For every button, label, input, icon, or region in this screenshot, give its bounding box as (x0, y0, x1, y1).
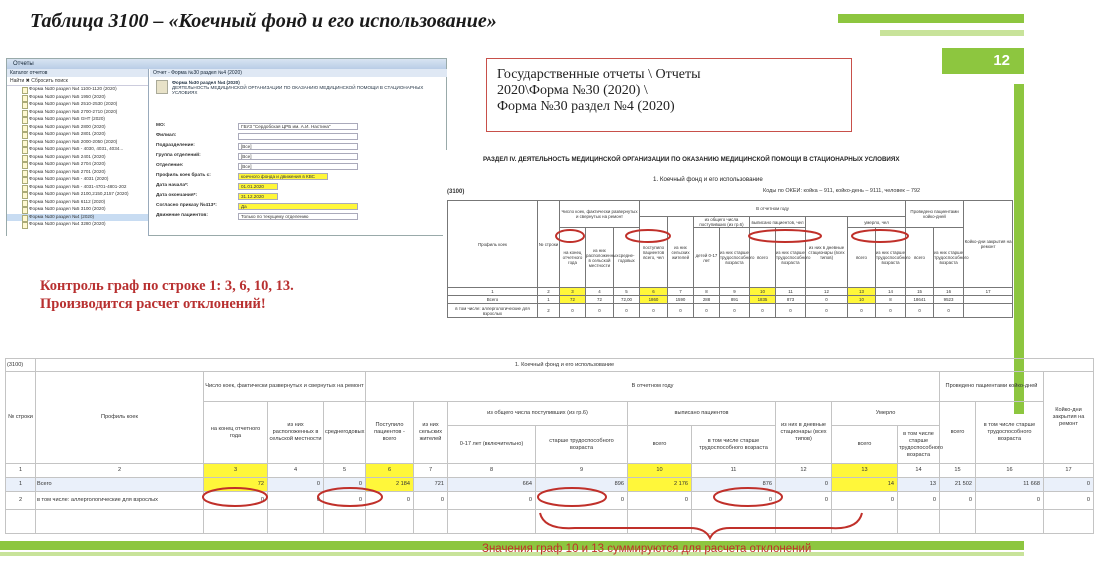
grid-table (5, 358, 1094, 534)
tree-item[interactable]: Форма №30 раздел №4 1100-1120 (2020) (7, 86, 148, 94)
grid-column-numbers (6, 464, 1094, 478)
printed-column-number: 11 (776, 288, 806, 296)
printed-h-day-hosp: из них в дневные стационары (всех типов) (806, 217, 848, 288)
printed-h-avg: средне-годовых (614, 228, 640, 288)
form-field-label: Профиль коек брать с: (156, 173, 211, 178)
grid-h-rural: из них расположенных в сельской местности (268, 402, 324, 464)
printed-sub-cell: 0 (876, 304, 906, 318)
grid-column-number: 10 (628, 464, 692, 478)
grid-column-number: 13 (832, 464, 898, 478)
printed-h-end: на конец отчетного года (560, 228, 586, 288)
grid-h-days-total: всего (940, 402, 976, 464)
grid-h-disch-older: в том числе старше трудоспособного возраста (692, 426, 776, 464)
form-field-input[interactable]: Да (238, 203, 358, 210)
grid-total-cell: 2 176 (628, 478, 692, 492)
printed-column-number: 5 (614, 288, 640, 296)
printed-total-cell: Всего (448, 296, 538, 304)
printed-sub-cell: 0 (934, 304, 964, 318)
printed-column-number: 4 (586, 288, 614, 296)
grid-h-days-older: в том числе старше трудоспособного возраста (976, 402, 1044, 464)
tree-search-tools[interactable]: Найти ✖ Сбросить поиск (7, 77, 148, 86)
grid-h-rowno: № строки (6, 372, 36, 464)
grid-h-children: 0-17 лет (включительно) (448, 426, 536, 464)
form-field-label: Согласно приказу №413*: (156, 203, 217, 208)
grid-column-number: 7 (414, 464, 448, 478)
tree-item-list (7, 86, 148, 229)
grid-h-disch-total: всего (628, 426, 692, 464)
printed-column-number: 15 (906, 288, 934, 296)
printed-h-admitted: поступило пациентов всего, чел (640, 217, 668, 288)
grid-sub-cell: 0 (448, 492, 536, 510)
tree-item[interactable]: Форма №30 раздел №5 - 4031 (2020) (7, 176, 148, 184)
printed-h-closed: Койко-дни закрытия на ремонт (964, 201, 1013, 288)
printed-total-cell: 0 (806, 296, 848, 304)
grid-h-closed: Койко-дни закрытия на ремонт (1044, 372, 1094, 464)
grid-total-cell: 21 502 (940, 478, 976, 492)
printed-h-rural-res: из них сельских жителей (668, 217, 694, 288)
printed-total-cell: 10 (848, 296, 876, 304)
grid-total-cell: 721 (414, 478, 448, 492)
printed-total-cell: 72,00 (614, 296, 640, 304)
grid-h-discharged: выписано пациентов (628, 402, 776, 426)
report-data-grid (5, 358, 1091, 534)
printed-subtitle: 1. Коечный фонд и его использование (653, 176, 763, 183)
printed-sub-cell: 0 (668, 304, 694, 318)
printed-sub-cell: 0 (640, 304, 668, 318)
control-line1: Контроль граф по строке 1: 3, 6, 10, 13. (40, 278, 294, 294)
grid-sub-cell: 0 (940, 492, 976, 510)
printed-column-number: 9 (720, 288, 750, 296)
printed-h-beds: Число коек, фактически развернутых и свернутых на ремонт (560, 201, 640, 228)
printed-table (447, 200, 1013, 318)
tree-item[interactable]: Форма №30 раздел №5 2704 (2020) (7, 161, 148, 169)
printed-h-disch-total: всего (750, 228, 776, 288)
printed-h-period: В отчетном году (640, 201, 906, 217)
grid-column-number: 1 (6, 464, 36, 478)
printed-column-number: 16 (934, 288, 964, 296)
tree-header: Каталог отчетов (7, 69, 148, 77)
printed-form-preview (443, 150, 1014, 346)
tree-item[interactable]: Форма №30 раздел №4 3280 (2020) (7, 221, 148, 229)
printed-total-cell: 1590 (668, 296, 694, 304)
grid-h-beds: Число коек, фактически развернутых и свернутых на ремонт (204, 372, 366, 402)
printed-okei-codes: Коды по ОКЕИ: койка – 911, койко-день – 9111, человек – 792 (763, 188, 921, 194)
printed-column-numbers (448, 288, 1013, 296)
printed-total-cell: 891 (720, 296, 750, 304)
form-field-input[interactable]: ГБУЗ "Сердобская ЦРБ им. А.И. Настина" (238, 123, 358, 130)
printed-column-number: 8 (694, 288, 720, 296)
grid-h-rural-res: из них сельских жителей (414, 402, 448, 464)
grid-total-cell: 896 (536, 478, 628, 492)
form-field-label: Подразделение: (156, 143, 195, 148)
printed-h-older3: из них старше трудоспособного возраста (876, 228, 906, 288)
grid-sub-cell: 0 (414, 492, 448, 510)
tree-item[interactable]: Форма №30 раздел №5 2000-2050 (2020) (7, 139, 148, 147)
grid-h-profile: Профиль коек (36, 372, 204, 464)
printed-sub-cell: 0 (776, 304, 806, 318)
form-description: ДЕЯТЕЛЬНОСТЬ МЕДИЦИНСКОЙ ОРГАНИЗАЦИИ ПО ОКАЗАНИЮ МЕДИЦИНСКОЙ ПОМОЩИ В СТАЦИОНАРНЫХ УСЛОВИЯХ (172, 85, 424, 95)
tree-item[interactable]: Форма №30 раздел №5 2800 (2020) (7, 124, 148, 132)
control-line2: Производится расчет отклонений! (40, 296, 266, 312)
grid-column-number: 17 (1044, 464, 1094, 478)
grid-h-adm-older: старше трудоспособного возраста (536, 426, 628, 464)
printed-total-cell: 18641 (906, 296, 934, 304)
grid-total-cell: Всего (36, 478, 204, 492)
printed-total-cell: 1 (538, 296, 560, 304)
form-field-label: Дата окончания*: (156, 193, 198, 198)
grid-h-days: Проведено пациентами койко-дней (940, 372, 1044, 402)
printed-sub-cell: 0 (750, 304, 776, 318)
printed-table-code: (3100) (447, 189, 465, 195)
grid-total-cell: 664 (448, 478, 536, 492)
grid-column-number: 3 (204, 464, 268, 478)
printed-h-days-total: всего (906, 228, 934, 288)
grid-total-cell: 1 (6, 478, 36, 492)
top-accent-bar-light (880, 30, 1024, 36)
grid-total-cell: 0 (776, 478, 832, 492)
grid-column-number: 2 (36, 464, 204, 478)
grid-total-cell: 13 (898, 478, 940, 492)
control-instructions (40, 277, 294, 313)
grid-column-number: 9 (536, 464, 628, 478)
grid-sub-cell: 0 (898, 492, 940, 510)
printed-h-older2: из них старше трудоспособного возраста (776, 228, 806, 288)
tree-item[interactable]: Форма №30 раздел №5 2801 (2020) (7, 131, 148, 139)
form-field-input[interactable]: Только по текущему отделению (238, 213, 358, 220)
printed-column-number: 17 (964, 288, 1013, 296)
slide-title: Таблица 3100 – «Коечный фонд и его использование» (30, 10, 497, 32)
printed-h-discharged: выписано пациентов, чел (750, 217, 806, 228)
tree-item[interactable]: Форма №30 раздел №5 2510-2530 (2020) (7, 101, 148, 109)
form-field-label: Филиал: (156, 133, 177, 138)
printed-sub-cell: 0 (848, 304, 876, 318)
grid-column-number: 6 (366, 464, 414, 478)
form-field-input[interactable]: 31.12.2020 (238, 193, 278, 200)
grid-total-cell: 876 (692, 478, 776, 492)
printed-h-days-older: из них старше трудоспособного возраста (934, 228, 964, 288)
form-name: Форма №30 раздел №4 (2020) (172, 80, 240, 85)
form-field-label: Отделение: (156, 163, 184, 168)
printed-h-rowno: № строки (538, 201, 560, 288)
printed-total-cell: 72 (586, 296, 614, 304)
grid-sub-cell: в том числе: аллергологические для взрослых (36, 492, 204, 510)
printed-sub-cell: 0 (906, 304, 934, 318)
grid-h-of-admitted: из общего числа поступивших (из гр.6) (448, 402, 628, 426)
grid-sub-cell: 0 (1044, 492, 1094, 510)
printed-column-number: 2 (538, 288, 560, 296)
grid-total-cell: 0 (324, 478, 366, 492)
printed-sub-cell: 0 (720, 304, 750, 318)
tree-item[interactable]: Форма №30 раздел №5 - 4031-4701-4801-202 (7, 184, 148, 192)
grid-h-died-total: всего (832, 426, 898, 464)
grid-sub-cell: 0 (692, 492, 776, 510)
grid-column-number: 5 (324, 464, 366, 478)
printed-total-cell: 1860 (640, 296, 668, 304)
printed-total-cell: 8 (876, 296, 906, 304)
printed-h-children: детей 0-17 лет (694, 228, 720, 288)
tree-item[interactable]: Форма №30 раздел №5 - 4030, 4031, 4034... (7, 146, 148, 154)
form-field-input[interactable]: коечного фонда и движения в КВС (238, 173, 328, 180)
grid-total-cell: 72 (204, 478, 268, 492)
tree-item[interactable]: Форма №30 раздел №5 2700-2710 (2020) (7, 109, 148, 117)
form-field-input[interactable]: [Все] (238, 143, 358, 150)
printed-column-number: 6 (640, 288, 668, 296)
printed-sub-cell: 0 (560, 304, 586, 318)
tree-item[interactable]: Форма №30 раздел №5 2100,2150,2157 (2020) (7, 191, 148, 199)
printed-h-older1: из них старше трудоспособного возраста (720, 228, 750, 288)
printed-sub-cell (964, 304, 1013, 318)
printed-h-profile: Профиль коек (448, 201, 538, 288)
report-catalog-tree (7, 69, 149, 236)
form-field-input[interactable]: [Все] (238, 153, 358, 160)
grid-sub-cell: 0 (976, 492, 1044, 510)
printed-column-number: 14 (876, 288, 906, 296)
grid-row-total[interactable] (6, 478, 1094, 492)
grid-h-period: В отчетном году (366, 372, 940, 402)
printed-column-number: 1 (448, 288, 538, 296)
tree-item[interactable]: Форма №30 раздел №5 2701 (2020) (7, 169, 148, 177)
grid-column-number: 14 (898, 464, 940, 478)
grid-sub-cell: 0 (268, 492, 324, 510)
tree-item[interactable]: Форма №30 раздел №5 6112 (2020) (7, 199, 148, 207)
grid-sub-cell: 0 (776, 492, 832, 510)
printed-sub-cell: в том числе: аллергологические для взрослых (448, 304, 538, 318)
reports-app-window (6, 58, 447, 236)
report-form-pane (150, 69, 447, 236)
printed-sub-cell: 2 (538, 304, 560, 318)
printed-column-number: 7 (668, 288, 694, 296)
printed-total-cell: 288 (694, 296, 720, 304)
printed-column-number: 12 (806, 288, 848, 296)
printed-h-days: Проведено пациентами койко-дней (906, 201, 964, 228)
printed-sub-cell: 0 (586, 304, 614, 318)
grid-column-number: 4 (268, 464, 324, 478)
grid-h-admitted: Поступило пациентов - всего (366, 402, 414, 464)
printed-total-cell: 72 (560, 296, 586, 304)
grid-h-day-hosp: из них в дневные стационары (всех типов) (776, 402, 832, 464)
footnote: Значения граф 10 и 13 суммируются для расчета отклонений (482, 543, 812, 555)
grid-column-number: 15 (940, 464, 976, 478)
printed-total-cell: 1835 (750, 296, 776, 304)
printed-h-of-admitted: из общего числа поступивших (из гр.6) (694, 217, 750, 228)
form-field-label: Дата начала*: (156, 183, 189, 188)
grid-sub-cell: 2 (6, 492, 36, 510)
form-pane-header: Отчет - Форма №30 раздел №4 (2020) (150, 69, 447, 77)
grid-column-number: 12 (776, 464, 832, 478)
form-field-label: Группа отделений: (156, 153, 201, 158)
report-path-line3: Форма №30 раздел №4 (2020) (497, 99, 675, 114)
grid-table-code: (3100) (6, 359, 36, 372)
grid-caption: 1. Коечный фонд и его использование (36, 359, 1094, 372)
printed-row-total (448, 296, 1013, 304)
page-number: 12 (942, 48, 1024, 74)
grid-column-number: 8 (448, 464, 536, 478)
grid-sub-cell: 0 (832, 492, 898, 510)
printed-h-died: умерло, чел (848, 217, 906, 228)
grid-sub-cell: 0 (324, 492, 366, 510)
form-field-label: МО: (156, 123, 166, 128)
printed-section-title: РАЗДЕЛ IV. ДЕЯТЕЛЬНОСТЬ МЕДИЦИНСКОЙ ОРГАНИЗАЦИИ ПО ОКАЗАНИЮ МЕДИЦИНСКОЙ ПОМОЩИ В СТАЦИОНАРНЫХ УСЛОВИЯХ (483, 156, 900, 163)
form-field-input[interactable]: [Все] (238, 163, 358, 170)
grid-h-died-older: в том числе старше трудоспособного возраста (898, 426, 940, 464)
grid-sub-cell: 0 (628, 492, 692, 510)
printed-column-number: 3 (560, 288, 586, 296)
grid-total-cell: 0 (268, 478, 324, 492)
printed-sub-cell: 0 (806, 304, 848, 318)
tree-item[interactable]: Форма №30 раздел №4 (2020) (7, 214, 148, 222)
report-path-box (486, 58, 852, 132)
grid-h-died: Умерло (832, 402, 940, 426)
grid-total-cell: 2 184 (366, 478, 414, 492)
grid-sub-cell: 0 (366, 492, 414, 510)
printed-total-cell: 873 (776, 296, 806, 304)
grid-sub-cell: 0 (204, 492, 268, 510)
report-path-line2: 2020\Форма №30 (2020) \ (497, 83, 648, 98)
grid-total-cell: 0 (1044, 478, 1094, 492)
grid-h-avg: среднегодовых (324, 402, 366, 464)
form-heading (150, 77, 447, 95)
grid-row-sub[interactable] (6, 492, 1094, 510)
grid-empty-row (6, 510, 1094, 534)
grid-sub-cell: 0 (536, 492, 628, 510)
grid-total-cell: 14 (832, 478, 898, 492)
printed-h-rural: из них расположенных в сельской местности (586, 228, 614, 288)
printed-total-cell: 9523 (934, 296, 964, 304)
form-field-label: Движение пациентов: (156, 213, 208, 218)
printed-row-sub (448, 304, 1013, 318)
form-field-input[interactable]: 01.01.2020 (238, 183, 278, 190)
report-path-line1: Государственные отчеты \ Отчеты (497, 67, 701, 82)
printed-total-cell (964, 296, 1013, 304)
tree-item[interactable]: Форма №30 раздел №5 2401 (2020) (7, 154, 148, 162)
printed-sub-cell: 0 (694, 304, 720, 318)
grid-total-cell: 11 668 (976, 478, 1044, 492)
tree-item[interactable]: Форма №30 раздел №5 GHT (2020) (7, 116, 148, 124)
tree-item[interactable]: Форма №30 раздел №5 1950 (2020) (7, 94, 148, 102)
grid-column-number: 16 (976, 464, 1044, 478)
printed-column-number: 10 (750, 288, 776, 296)
printed-h-died-total: всего (848, 228, 876, 288)
top-accent-bar (838, 14, 1024, 23)
printed-sub-cell: 0 (614, 304, 640, 318)
tree-item[interactable]: Форма №30 раздел №5 3100 (2020) (7, 206, 148, 214)
printed-column-number: 13 (848, 288, 876, 296)
form-field-input[interactable] (238, 133, 358, 140)
grid-h-end: на конец отчетного года (204, 402, 268, 464)
app-titlebar: Отчеты (7, 59, 446, 69)
grid-column-number: 11 (692, 464, 776, 478)
